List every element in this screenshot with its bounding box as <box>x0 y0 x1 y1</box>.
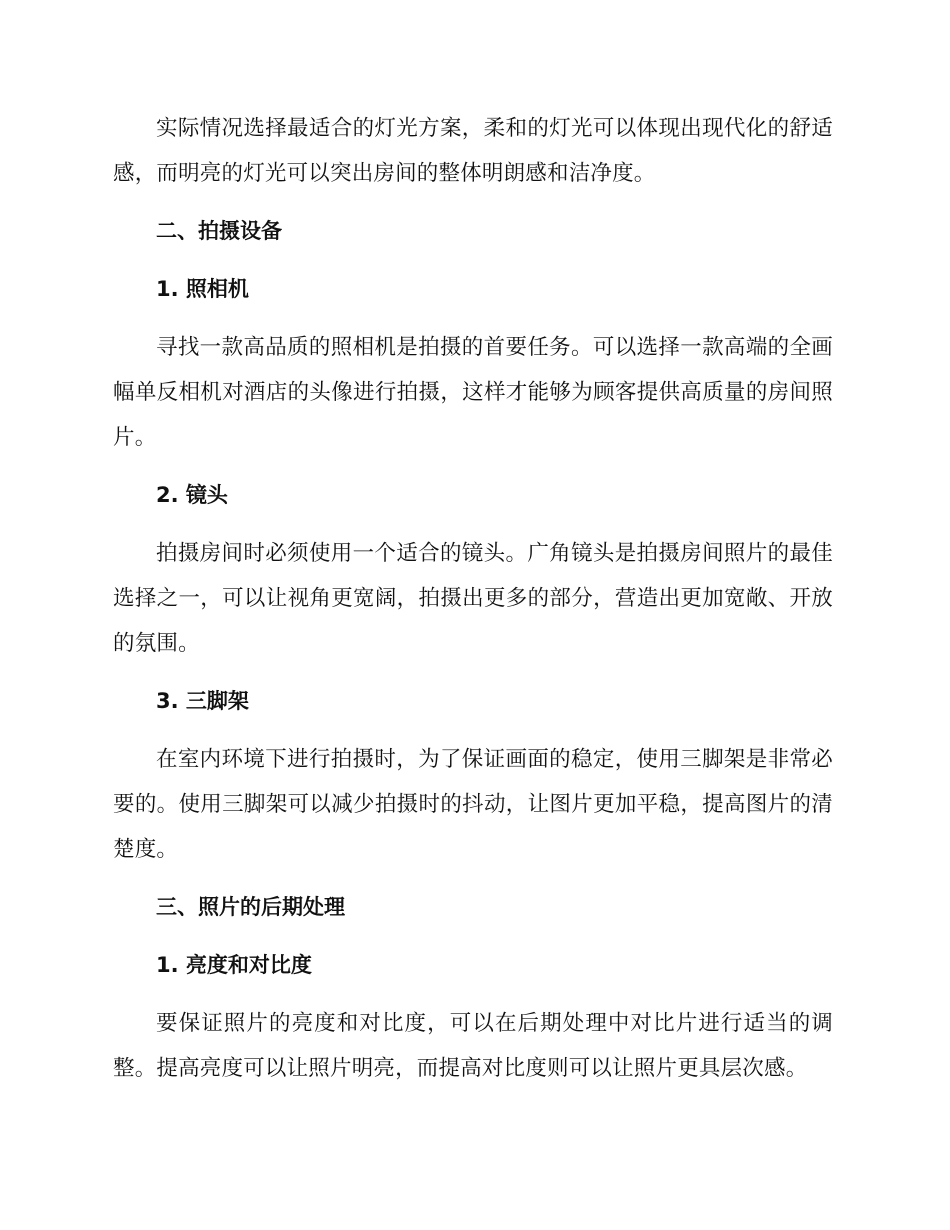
subheading-camera: 1. 照相机 <box>156 277 249 301</box>
document-body <box>113 106 833 1104</box>
paragraph-tripod: 在室内环境下进行拍摄时，为了保证画面的稳定，使用三脚架是非常必要的。使用三脚架可以减少拍摄时的抖动，让图片更加平稳，提高图片的清楚度。 <box>113 747 833 862</box>
paragraph-camera: 寻找一款高品质的照相机是拍摄的首要任务。可以选择一款高端的全画幅单反相机对酒店的头像进行拍摄，这样才能够为顾客提供高质量的房间照片。 <box>113 335 833 450</box>
paragraph-lens: 拍摄房间时必须使用一个适合的镜头。广角镜头是拍摄房间照片的最佳选择之一，可以让视角更宽阔，拍摄出更多的部分，营造出更加宽敞、开放的氛围。 <box>113 541 833 656</box>
section-heading-equipment: 二、拍摄设备 <box>156 219 282 243</box>
paragraph-brightness-contrast: 要保证照片的亮度和对比度，可以在后期处理中对比片进行适当的调整。提高亮度可以让照片明亮，而提高对比度则可以让照片更具层次感。 <box>113 1011 833 1081</box>
subheading-brightness-contrast: 1. 亮度和对比度 <box>156 953 312 977</box>
subheading-lens: 2. 镜头 <box>156 483 228 507</box>
section-heading-post-processing: 三、照片的后期处理 <box>156 895 345 919</box>
subheading-tripod: 3. 三脚架 <box>156 689 249 713</box>
paragraph-lighting-continued: 实际情况选择最适合的灯光方案，柔和的灯光可以体现出现代化的舒适感，而明亮的灯光可以突出房间的整体明朗感和洁净度。 <box>113 116 833 186</box>
